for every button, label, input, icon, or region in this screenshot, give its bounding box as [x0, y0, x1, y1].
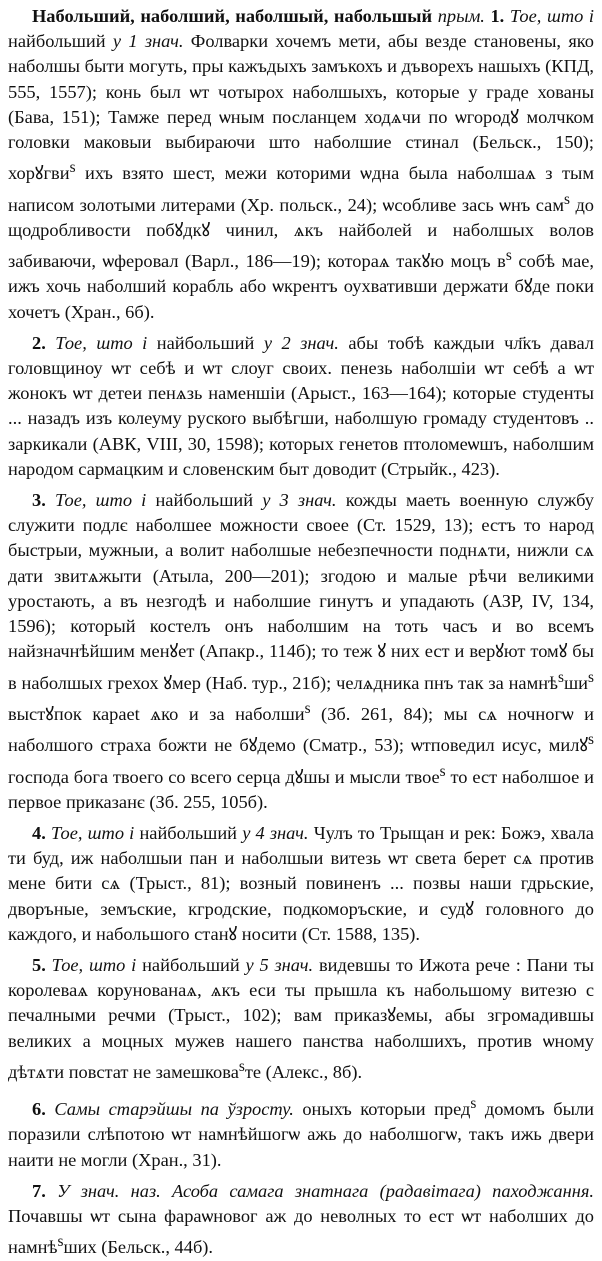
sense-text: Фолварки хочемъ мети, абы везде становены, яко наболшы быти могуть, пры кажъдыхъ замъкохъ и дъворехъ нашыхъ (КПД, 555, 1557); конь был ѡт чотырох наболшыхъ, которые у граде хованы (Бава, 151); Тамже перед ѡным посланцем ходѧчи по ѡгородꙋ молчком головки маковыи выбираючи што наболшие стинал (Бельск., 150); хорꙋгви$^s$ ихъ взято шест, межи которими ѡдна была наболшаѧ з тым написом золотыми литерами (Хр. польск., 24); ѡсобливе зась ѡнъ сам$^s$ до щодробливости побꙋдкꙋ чинил, ѧкъ найболей и наболшых волов забиваючи, ѡферовал (Варл., 186—19); котораѧ такꙋю моцъ $в^s$ собѣ мае, ижъ хочь наболший корабль або ѡкрентъ оухвативши держати бꙋде поки хочетъ (Хран., 6б).	[8, 31, 594, 322]
sense-definition: Самы старэйшы па ўзросту.	[54, 1099, 294, 1120]
sense-text: абы тобѣ каждыи чл҃къ давал головщиноу ѡт себѣ и ѡт слоуг своих. пенезь наболшіи ѡт себѣ а ѡт жонокъ ѡт детеи пенѧзь наменшіи (Арыст., 163—164); которые студенты ... назадъ изъ колеуму рускоrо выбѣгши, наболшую громаду студентовъ .. заркикали (АВК, VIII, 30, 1598); которых генетов птоломеѡшъ, наболшим народом сармацким и словенским быт доводит (Стрыйк., 423).	[8, 332, 594, 479]
sense-definition: Тое, што і	[54, 490, 147, 511]
sense-definition: Тое, што і	[55, 332, 148, 353]
sense-number: 1.	[490, 6, 505, 26]
entry-paragraph-5	[8, 953, 594, 1085]
sense-number: 2.	[32, 332, 46, 353]
entry-paragraph-2	[8, 331, 594, 482]
sense-reference: найбольший	[142, 954, 240, 975]
sense-text: оныхъ которыи пред$^s$ домомъ были поразили слѣпотою ѡт намнѣйшогѡ ажь до наболшогѡ, такъ ижь двери наити не могли (Хран., 31).	[8, 1095, 594, 1170]
sense-reference: найбольший	[8, 31, 106, 52]
sense-reference: найбольший	[139, 822, 238, 843]
sense-number: 5.	[32, 954, 46, 975]
sense-definition: У знач. наз. Асоба самага знатнага (радавітага) паходжання.	[57, 1180, 594, 1201]
sense-reference-tail: у 1 знач.	[112, 31, 184, 52]
sense-text: Почавшы ѡт сына фараѡновог аж до неволных то ест ѡт наболших до намнѣ$^s$ших (Бельск., 44б).	[8, 1206, 594, 1258]
headword: Набольший, наболший, наболшый, набольшый	[32, 6, 433, 26]
sense-reference: найбольший	[156, 332, 255, 353]
sense-reference-tail: у 3 знач.	[262, 490, 337, 511]
sense-number: 6.	[32, 1099, 46, 1120]
sense-reference-tail: у 2 знач.	[263, 332, 339, 353]
sense-definition: Тое, што і	[51, 954, 137, 975]
sense-definition: Тое, што і	[509, 6, 594, 26]
sense-definition: Тое, што і	[50, 822, 135, 843]
entry-paragraph-7	[8, 1179, 594, 1261]
part-of-speech: прым.	[437, 6, 485, 26]
sense-text: кожды маеть военную службу служити подлє наболшее можности своее (Ст. 1529, 13); естъ то народ быстрыи, мужныи, а волит наболшые небезпечности поднѧти, нижли сѧ дати звитѧжыти (Атыла, 200—201); згодою и малые рѣчи великими уростають, а въ незгодѣ и наболшие гинутъ и упадають (АЗР, IV, 134, 1596); который костелъ онъ наболшим на тоть часъ и во всемъ найзначнѣйшим менꙋет (Апакр., 114б); то теж ꙋ них ест и верꙋют томꙋ бы в наболшых грехох ꙋмер (Наб. тур., 21б); челѧдника пнъ так за $намнѣ^sши^s$ выстꙋпок караеt ѧко и за наболши$^s$ (Зб. 261, 84); мы сѧ ночногѡ и наболшого страха божти не бꙋдемо (Сматр., 53); ѡтповедил исус, милꙋ$^s$ господа бога твоего со всего серца дꙋшы и мысли твое$^s$ то ест наболшое и первое приказанє (Зб. 255, 105б).	[8, 490, 595, 812]
sense-text: видевшы то Ижота рече : Пани ты королеваѧ корунованаѧ, ѧкъ еси ты прышла къ набольшому витезю с печалными речми (Трыст., 102); вам приказꙋемы, абы згромадившы великих а моцных мужев нашего панства наболшихъ, против ѡному дѣтѧти повстат не замешкова$^s$те (Алекс., 8б).	[8, 954, 594, 1082]
entry-paragraph-3	[8, 488, 594, 815]
sense-reference: найбольший	[155, 490, 254, 511]
sense-number: 3.	[32, 490, 46, 511]
entry-paragraph-4	[8, 821, 594, 947]
sense-number: 4.	[32, 822, 46, 843]
sense-number: 7.	[32, 1180, 46, 1201]
sense-text: Чулъ то Трыщан и рек: Божэ, хвала ти буд, иж наболшыи пан и наболшыи витезь ѡт света берет сѧ против мене бити сѧ (Трыст., 81); возный повиненъ ... позвы наши гдрьские, дворъные, земъские, кгродские, подкоморъские, и судꙋ головного до каждого, и набольшого станꙋ носити (Ст. 1588, 135).	[8, 822, 594, 944]
entry-paragraph-6	[8, 1091, 594, 1173]
sense-reference-tail: у 4 знач.	[242, 822, 309, 843]
sense-reference-tail: у 5 знач.	[245, 954, 314, 975]
entry-paragraph-1	[8, 4, 594, 325]
